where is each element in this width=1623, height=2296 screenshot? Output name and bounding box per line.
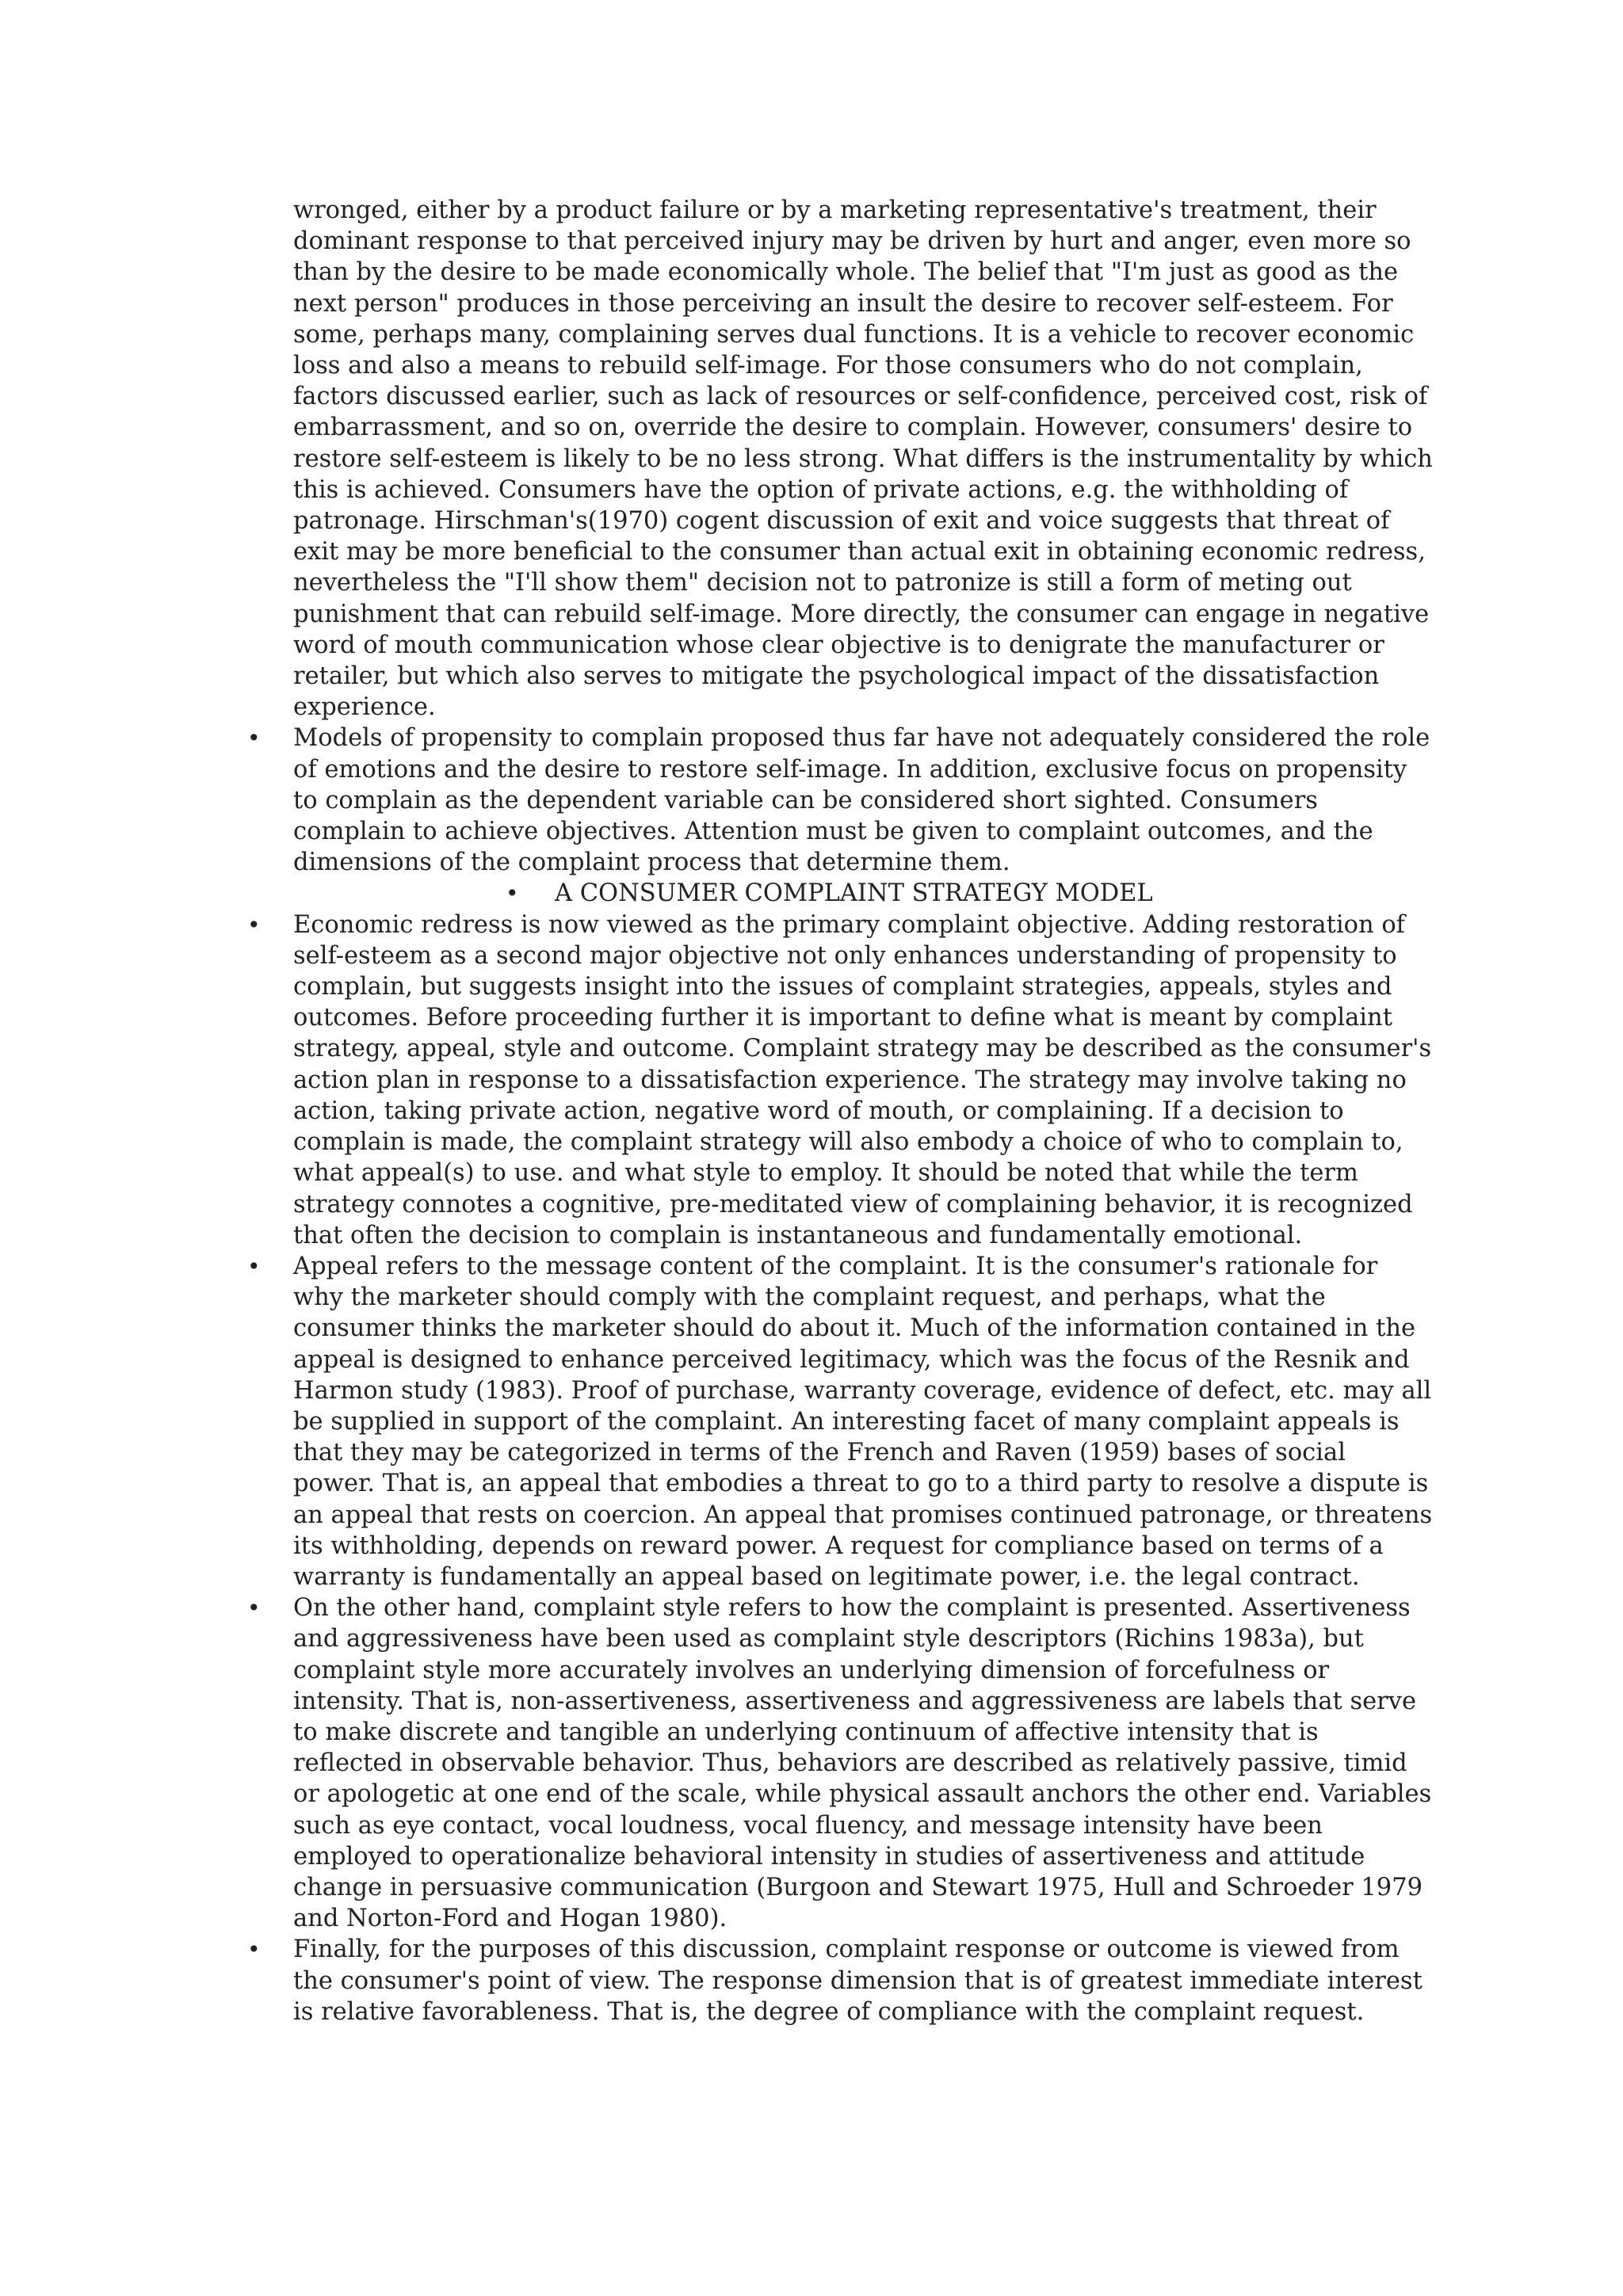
bullet-icon: • xyxy=(506,880,519,907)
section-heading xyxy=(293,878,1434,909)
list-item-text: Models of propensity to complain proposed thus far have not adequately considered the role of emotions and the desire to restore self-image. In addition, exclusive focus on propensity to complain as the dependent variable can be considered short sighted. Consumers complain to achieve objectives. Attention must be given to complaint outcomes, and the dimensions of the complaint process that determine them. xyxy=(293,724,1430,877)
list-item xyxy=(247,1934,1434,2027)
bullet-icon: • xyxy=(247,1595,261,1622)
bullet-icon: • xyxy=(247,1253,261,1280)
list-item xyxy=(247,723,1434,878)
list-item xyxy=(247,910,1434,1251)
list-item xyxy=(247,1592,1434,1934)
list-item-text: Finally, for the purposes of this discussion, complaint response or outcome is viewed from the consumer's point of view. The response dimension that is of greatest immediate interest is relative favorableness. That is, the degree of compliance with the complaint request. xyxy=(293,1936,1423,2026)
bullet-icon: • xyxy=(247,1936,261,1963)
list-item-text: Economic redress is now viewed as the primary complaint objective. Adding restoration of self-esteem as a second major objective not only enhances understanding of propensity to complain, but suggests insight into the issues of complaint strategies, appeals, styles and outcomes. Before proceeding further it is important to define what is meant by complaint strategy, appeal, style and outcome. Complaint strategy may be described as the consumer's action plan in response to a dissatisfaction experience. The strategy may involve taking no action, taking private action, negative word of mouth, or complaining. If a decision to complain is made, the complaint strategy will also embody a choice of who to complain to, what appeal(s) to use. and what style to employ. It should be noted that while the term strategy connotes a cognitive, pre-meditated view of complaining behavior, it is recognized that often the decision to complain is instantaneous and fundamentally emotional. xyxy=(293,910,1432,1249)
document-body xyxy=(247,195,1434,2027)
list-item-text: On the other hand, complaint style refers to how the complaint is presented. Assertiveness and aggressiveness have been used as complaint style descriptors (Richins 1983a), but complaint style more accurately involves an underlying dimension of forcefulness or intensity. That is, non-assertiveness, assertiveness and aggressiveness are labels that serve to make discrete and tangible an underlying continuum of affective intensity that is reflected in observable behavior. Thus, behaviors are described as relatively passive, timid or apologetic at one end of the scale, while physical assault anchors the other end. Variables such as eye contact, vocal loudness, vocal fluency, and message intensity have been employed to operationalize behavioral intensity in studies of assertiveness and attitude change in persuasive communication (Burgoon and Stewart 1975, Hull and Schroeder 1979 and Norton-Ford and Hogan 1980). xyxy=(293,1594,1432,1933)
bullet-icon: • xyxy=(247,911,261,938)
intro-paragraph: wronged, either by a product failure or by a marketing representative's treatment, their dominant response to that perceived injury may be driven by hurt and anger, even more so than by the desire to be made economically whole. The belief that "I'm just as good as the next person" produces in those perceiving an insult the desire to recover self-esteem. For some, perhaps many, complaining serves dual functions. It is a vehicle to recover economic loss and also a means to rebuild self-image. For those consumers who do not complain, factors discussed earlier, such as lack of resources or self-confidence, perceived cost, risk of embarrassment, and so on, override the desire to complain. However, consumers' desire to restore self-esteem is likely to be no less strong. What differs is the instrumentality by which this is achieved. Consumers have the option of private actions, e.g. the withholding of patronage. Hirschman's(1970) cogent discussion of exit and voice suggests that threat of exit may be more beneficial to the consumer than actual exit in obtaining economic redress, nevertheless the "I'll show them" decision not to patronize is still a form of meting out punishment that can rebuild self-image. More directly, the consumer can engage in negative word of mouth communication whose clear objective is to denigrate the manufacturer or retailer, but which also serves to mitigate the psychological impact of the dissatisfaction experience. xyxy=(293,196,1433,722)
section-heading-text: A CONSUMER COMPLAINT STRATEGY MODEL xyxy=(555,879,1153,908)
list-item xyxy=(247,1251,1434,1592)
list-item-text: Appeal refers to the message content of the complaint. It is the consumer's rationale for why the marketer should comply with the complaint request, and perhaps, what the consumer thinks the marketer should do about it. Much of the information contained in the appeal is designed to enhance perceived legitimacy, which was the focus of the Resnik and Harmon study (1983). Proof of purchase, warranty coverage, evidence of defect, etc. may all be supplied in support of the complaint. An interesting facet of many complaint appeals is that they may be categorized in terms of the French and Raven (1959) bases of social power. That is, an appeal that embodies a threat to go to a third party to resolve a dispute is an appeal that rests on coercion. An appeal that promises continued patronage, or threatens its withholding, depends on reward power. A request for compliance based on terms of a warranty is fundamentally an appeal based on legitimate power, i.e. the legal contract. xyxy=(293,1252,1433,1591)
bullet-icon: • xyxy=(247,725,261,752)
